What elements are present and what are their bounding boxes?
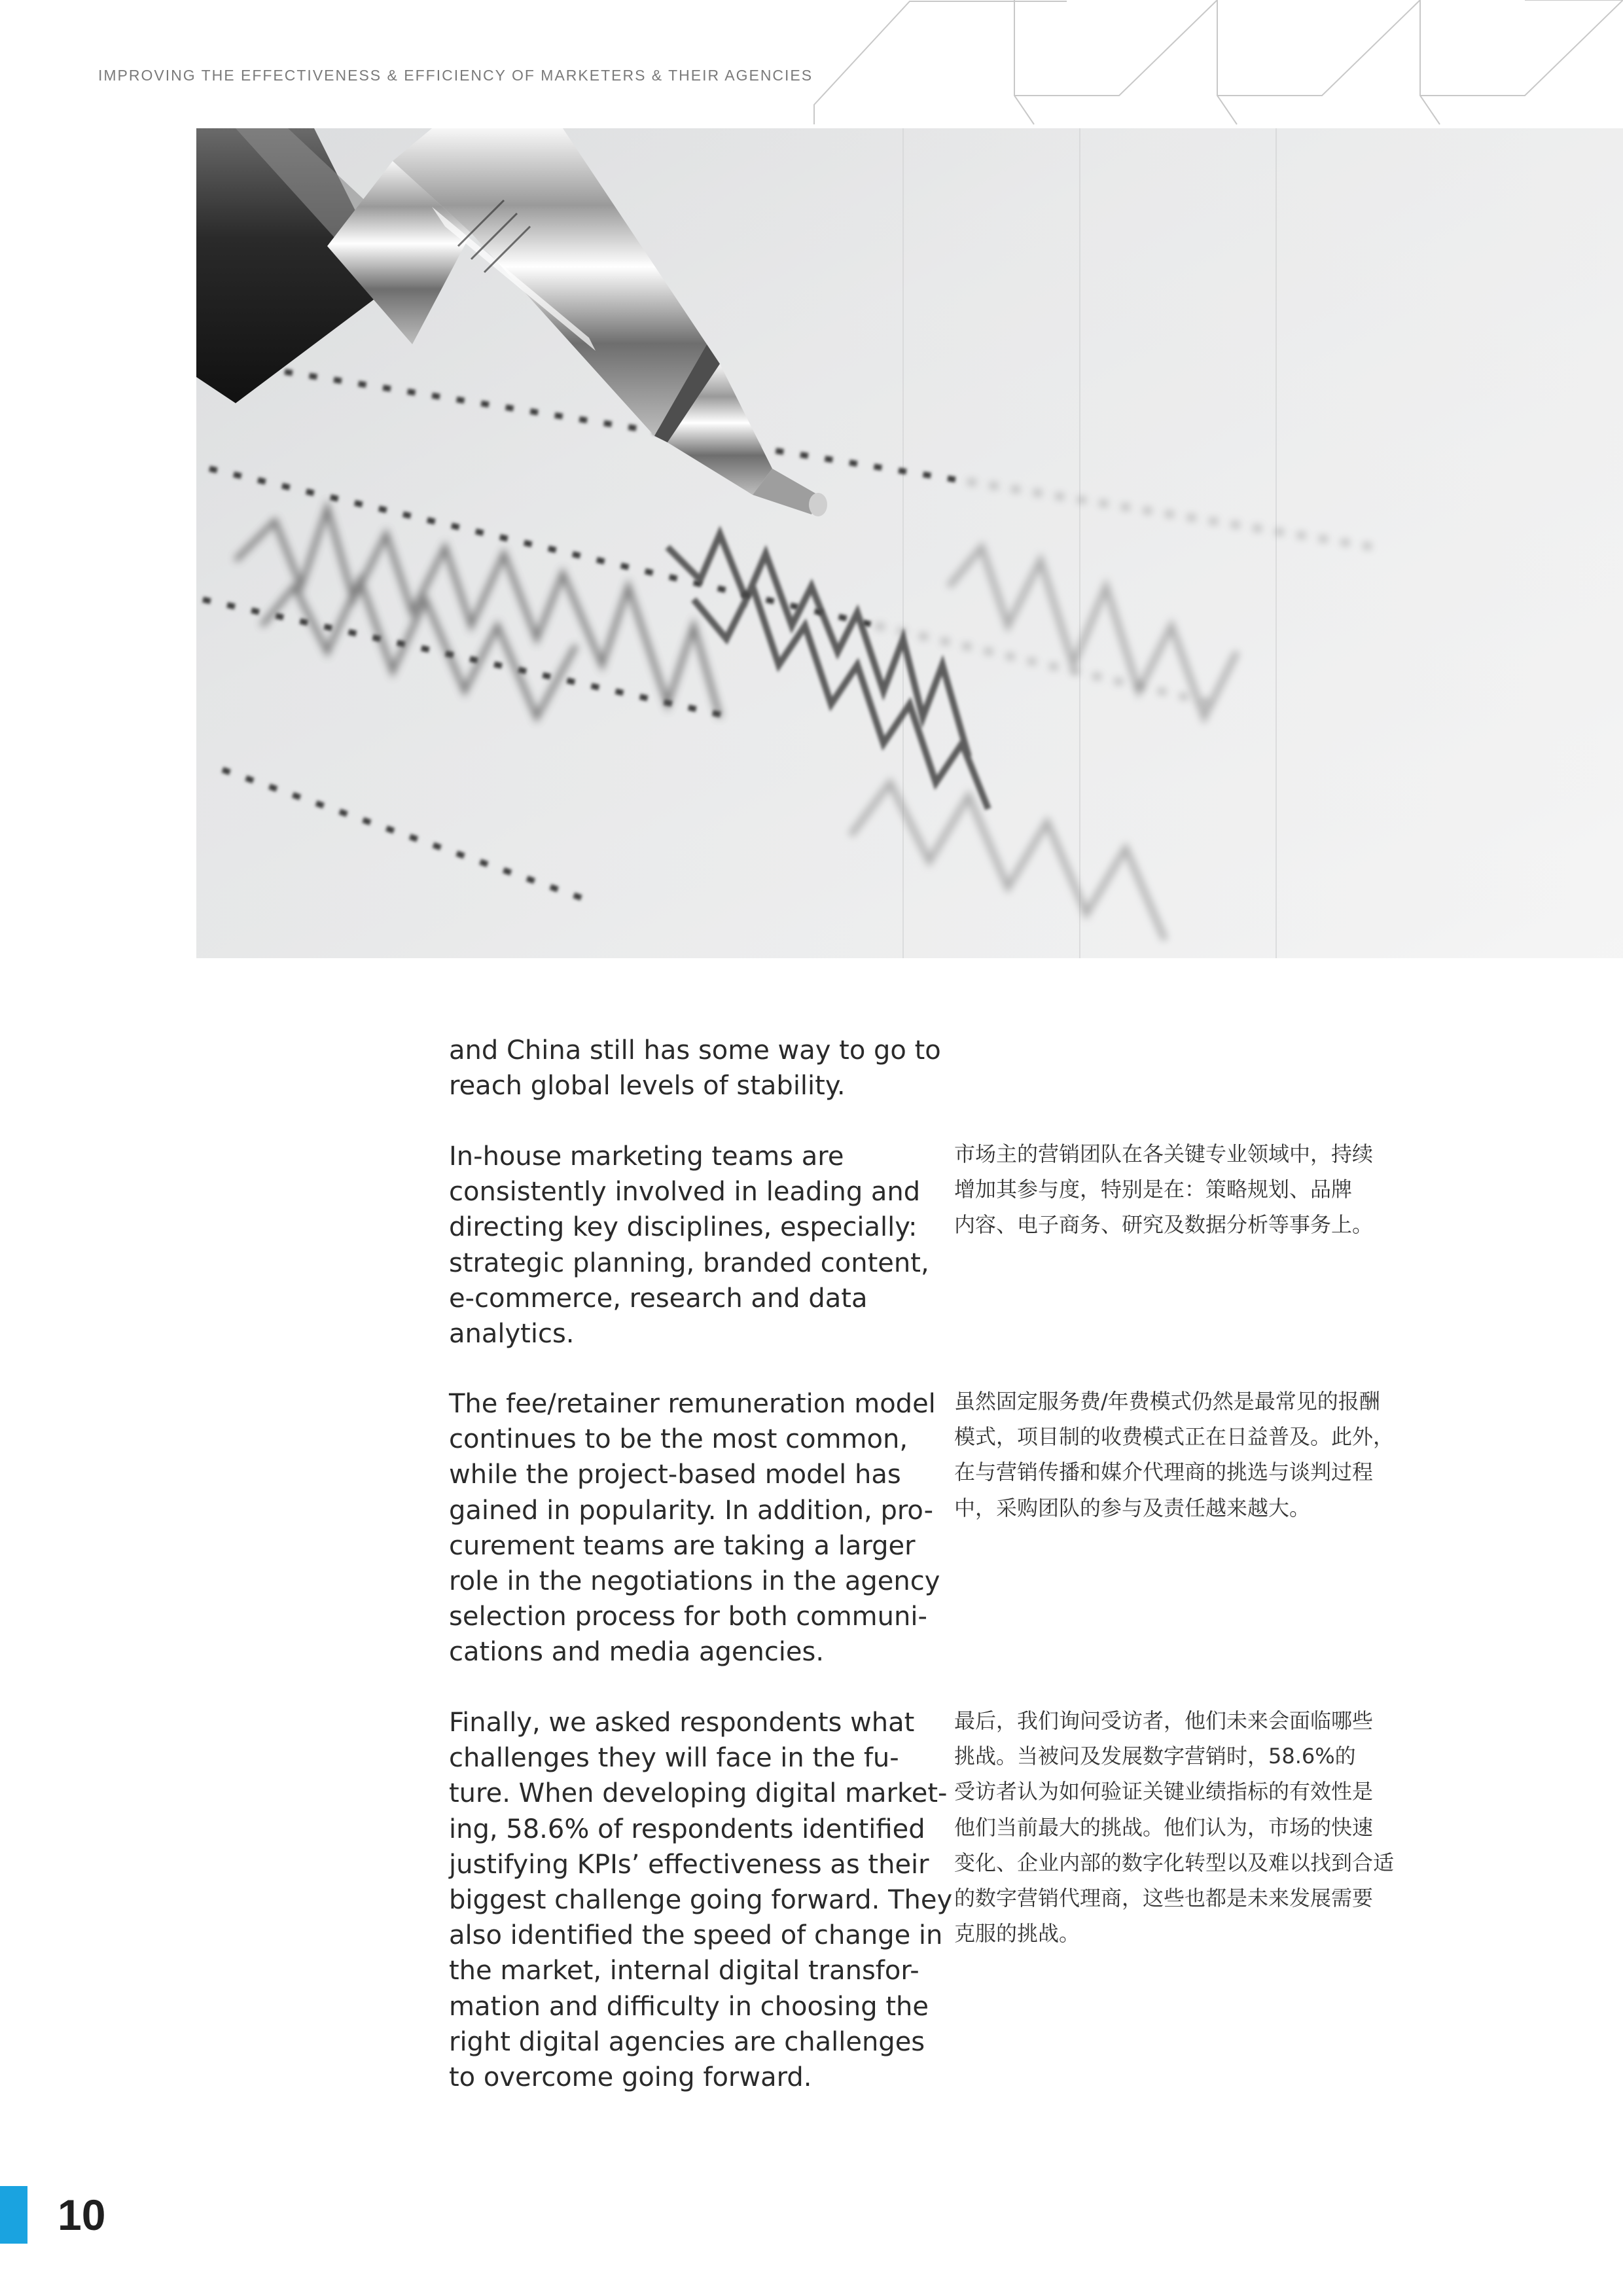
text-line: 在与营销传播和媒介代理商的挑选与谈判过程 xyxy=(954,1460,1374,1485)
text-line: mation and difficulty in choosing the xyxy=(449,1991,929,2022)
chinese-paragraph-3 xyxy=(954,1703,1425,1951)
text-line: directing key disciplines, especially: xyxy=(449,1212,918,1243)
text-line: 最后，我们询问受访者，他们未来会面临哪些 xyxy=(954,1708,1374,1733)
text-line: Finally, we asked respondents what xyxy=(449,1708,915,1738)
text-line: gained in popularity. In addition, pro- xyxy=(449,1495,934,1526)
text-line: role in the negotiations in the agency xyxy=(449,1566,940,1597)
text-line: challenges they will face in the fu- xyxy=(449,1743,899,1774)
text-line: 挑战。当被问及发展数字营销时，58.6%的 xyxy=(954,1744,1356,1769)
text-line: 他们当前最大的挑战。他们认为，市场的快速 xyxy=(954,1814,1374,1840)
hero-photo-pen-over-chart xyxy=(196,128,1623,958)
text-line: e-commerce, research and data xyxy=(449,1283,868,1314)
text-line: to overcome going forward. xyxy=(449,2062,812,2093)
text-line: 变化、企业内部的数字化转型以及难以找到合适 xyxy=(954,1850,1395,1875)
english-paragraph-3 xyxy=(449,1386,940,1670)
text-line: the market, internal digital transfor- xyxy=(449,1956,919,1986)
text-line: selection process for both communi- xyxy=(449,1602,927,1632)
chinese-paragraph-1 xyxy=(954,1136,1425,1243)
text-line: curement teams are taking a larger xyxy=(449,1530,916,1561)
text-line: biggest challenge going forward. They xyxy=(449,1885,953,1916)
page-number-tab xyxy=(0,2186,27,2244)
text-line: also identified the speed of change in xyxy=(449,1920,943,1951)
text-line: cations and media agencies. xyxy=(449,1637,825,1668)
hexagon-pattern-decoration xyxy=(812,0,1623,131)
chinese-paragraph-2 xyxy=(954,1384,1425,1526)
text-line: right digital agencies are challenges xyxy=(449,2026,925,2057)
text-line: continues to be the most common, xyxy=(449,1424,908,1455)
text-line: while the project-based model has xyxy=(449,1460,901,1490)
text-line: 的数字营销代理商，这些也都是未来发展需要 xyxy=(954,1886,1374,1911)
english-paragraph-2 xyxy=(449,1139,933,1352)
english-paragraph-1 xyxy=(449,1033,941,1103)
text-line: 市场主的营销团队在各关键专业领域中，持续 xyxy=(954,1141,1374,1166)
running-header: IMPROVING THE EFFECTIVENESS & EFFICIENCY OF MARKETERS & THEIR AGENCIES xyxy=(98,67,813,84)
text-line: 虽然固定服务费/年费模式仍然是最常见的报酬 xyxy=(954,1389,1380,1414)
text-line: ing, 58.6% of respondents identified xyxy=(449,1814,925,1844)
text-line: and China still has some way to go to xyxy=(449,1035,941,1066)
text-line: The fee/retainer remuneration model xyxy=(449,1389,936,1419)
text-line: 中，采购团队的参与及责任越来越大。 xyxy=(954,1495,1311,1520)
text-line: consistently involved in leading and xyxy=(449,1177,921,1208)
text-line: reach global levels of stability. xyxy=(449,1071,846,1102)
text-line: 模式，项目制的收费模式正在日益普及。此外， xyxy=(954,1424,1395,1450)
text-line: 内容、电子商务、研究及数据分析等事务上。 xyxy=(954,1212,1374,1238)
text-line: In-house marketing teams are xyxy=(449,1141,844,1172)
text-line: 受访者认为如何验证关键业绩指标的有效性是 xyxy=(954,1779,1374,1804)
text-line: ture. When developing digital market- xyxy=(449,1778,948,1809)
text-line: analytics. xyxy=(449,1319,575,1350)
text-line: justifying KPIs’ effectiveness as their xyxy=(449,1849,929,1880)
text-line: 增加其参与度，特别是在：策略规划、品牌 xyxy=(954,1177,1353,1202)
english-paragraph-4 xyxy=(449,1705,953,2095)
text-line: strategic planning, branded content, xyxy=(449,1247,929,1278)
text-line: 克服的挑战。 xyxy=(954,1921,1080,1946)
page-number: 10 xyxy=(58,2191,106,2239)
